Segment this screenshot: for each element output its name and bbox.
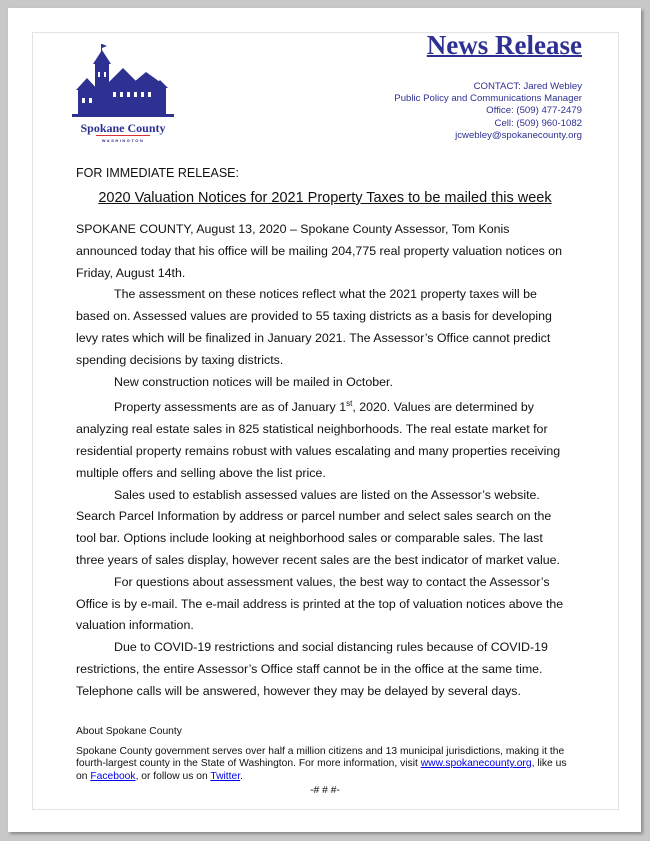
contact-email[interactable]: jcwebley@spokanecounty.org	[455, 129, 582, 141]
paragraph: For questions about assessment values, the best way to contact the Assessor’s Office is by e-mail. The e-mail address is printed at the top of valuation notices above the valuation information.	[76, 574, 564, 633]
contact-cell-phone: Cell: (509) 960-1082	[494, 117, 582, 129]
contact-office-phone: Office: (509) 477-2479	[486, 105, 582, 117]
text: , 2020. Values are determined by analyzing real estate sales in 825 statistical neighborhoods. The real estate market for residential property remains robust with values escalating and many properties receiving multiple offers and selling above the list price.	[76, 400, 561, 480]
article-body	[76, 219, 574, 703]
end-mark: -# # #-	[310, 785, 340, 796]
paragraph-assessments	[76, 393, 574, 484]
superscript: st	[346, 399, 353, 409]
text: Property assessments are as of January 1	[114, 400, 347, 415]
paragraph: The assessment on these notices reflect what the 2021 property taxes will be based on. Assessed values are provided to 55 taxing districts as a basis for developing levy rates which will be finalized in January 2021. The Assessor’s Office cannot predict spending decisions by taxing districts.	[76, 287, 552, 367]
twitter-link[interactable]: Twitter	[210, 770, 241, 782]
website-link[interactable]: www.spokanecounty.org	[420, 758, 532, 769]
text: , or follow us on	[135, 770, 211, 782]
contact-name: CONTACT: Jared Webley	[473, 81, 582, 92]
about-heading: About Spokane County	[76, 726, 182, 737]
facebook-link[interactable]: Facebook	[90, 770, 136, 782]
paragraph: Due to COVID-19 restrictions and social distancing rules because of COVID-19 restrictions, the entire Assessor’s Office staff cannot be in the office at the same time. Telephone calls will be answered, however they may be delayed by several days.	[76, 640, 548, 698]
paragraph: Sales used to establish assessed values are listed on the Assessor’s website. Search Parcel Information by address or parcel number and select sales search on the tool bar. Options include looking at neighborhood sales or comparable sales. The last three years of sales display, however recent sales are the best indicator of market value.	[76, 487, 560, 568]
paragraph: SPOKANE COUNTY, August 13, 2020 – Spokane County Assessor, Tom Konis announced today that his office will be mailing 204,775 real property valuation notices on Friday, August 14th.	[76, 222, 563, 280]
text: .	[240, 770, 243, 782]
text: Spokane County government serves over half a million citizens and 13 municipal jurisdictions, making it the fourth-largest county in the State of Washington. For more information, visit	[76, 745, 565, 769]
text: , like us on	[76, 758, 567, 782]
news-release-title: News Release	[426, 30, 582, 60]
contact-position: Public Policy and Communications Manager	[394, 93, 582, 105]
headline: 2020 Valuation Notices for 2021 Property Taxes to be mailed this week	[98, 190, 552, 206]
about-text	[76, 746, 574, 784]
release-label: FOR IMMEDIATE RELEASE:	[76, 166, 239, 180]
paragraph: New construction notices will be mailed in October.	[114, 374, 393, 389]
contact-block	[394, 81, 582, 142]
about-section	[76, 726, 574, 798]
spokane-county-logo	[68, 42, 178, 152]
svg-text:Spokane County: Spokane County	[80, 121, 166, 135]
svg-text:WASHINGTON: WASHINGTON	[101, 138, 145, 143]
